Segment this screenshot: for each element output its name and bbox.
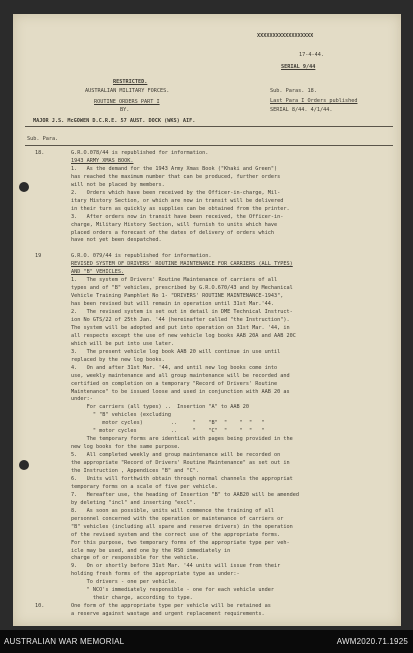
- sub-para-label: Sub. Para.: [27, 136, 59, 142]
- body-line: 4. On and after 31st Mar. '44, and until new log books come into: [71, 364, 278, 371]
- para-number: 19: [35, 253, 42, 260]
- body-line: of the revised system and the correct use of the appropriate forms.: [71, 531, 281, 538]
- para-number: 18.: [35, 150, 45, 156]
- body-line: charge, Military History Section, will furnish to units which have: [71, 221, 278, 228]
- by-label: BY.: [120, 107, 130, 113]
- body-line: motor cycles) .. " "B" " " " ": [71, 420, 265, 427]
- body-line: 1943 ARMY XMAS BOOK.: [71, 157, 134, 164]
- body-line: G.R.O. 079/44 is republished for information.: [71, 253, 212, 260]
- body-line: has reached the maximum number that can be produced, further orders: [71, 173, 281, 180]
- body-line: 1. The system of Drivers' Routine Maintenance of carriers of all: [71, 277, 278, 284]
- body-line: 2. Orders which have been received by the Officer-in-charge, Mil-: [71, 189, 281, 196]
- footer-accession: AWM2020.71.1925: [336, 637, 408, 646]
- body-line: has been revised but will remain in operation until 31st Mar.'44.: [71, 301, 275, 308]
- serial-number: SERIAL 9/44: [281, 64, 316, 70]
- body-line: "B" vehicles (including all spare and reserve drivers) in the operation: [71, 523, 293, 530]
- body-line: To drivers - one per vehicle.: [71, 579, 178, 586]
- classification-mark: XXXXXXXXXXXXXXXXXX: [257, 33, 314, 39]
- restricted-label: RESTRICTED.: [113, 79, 148, 85]
- body-line: 9. On or shortly before 31st Mar. '44 units will issue from their: [71, 563, 281, 570]
- body-line: under:-: [71, 396, 93, 403]
- body-line: a reserve against wastage and urgent replacement requirements.: [71, 611, 265, 618]
- routine-orders-title: ROUTINE ORDERS PART I: [94, 99, 160, 105]
- archive-footer: [0, 630, 413, 653]
- body-line: 3. After orders now in transit have been received, the Officer-in-: [71, 213, 284, 220]
- body-line: certified on completion on a temporary "Record of Drivers' Routine: [71, 380, 278, 387]
- body-line: new log books for the same purpose.: [71, 444, 181, 451]
- punch-hole: [19, 460, 29, 470]
- body-line: For carriers (all types) .. Insertion "A" to AAB 20: [71, 404, 250, 411]
- last-para-ref: Last Para I Orders published: [270, 98, 358, 104]
- body-line: types and of "B" vehicles, prescribed by G.R.O.670/43 and by Mechanical: [71, 285, 293, 292]
- body-line: Maintenance" to be issued loose and used in conjunction with AAB 20 as: [71, 388, 290, 395]
- body-line: their charge, according to type.: [71, 595, 193, 602]
- body-line: For this purpose, two temporary forms of the appropriate type per veh-: [71, 539, 290, 546]
- body-line: icle may be used, and one by the RSO immediately in: [71, 547, 231, 554]
- document-date: 17-4-44.: [299, 52, 324, 58]
- body-line: replaced by the new log books.: [71, 356, 165, 363]
- body-line: temporary forms on a scale of five per vehicle.: [71, 483, 218, 490]
- body-line: The system will be adopted and put into operation on 31st Mar. '44, in: [71, 324, 290, 331]
- body-line: G.R.O.078/44 is republished for information.: [71, 150, 209, 156]
- body-line: " motor cycles .. " "C" " " " ": [71, 428, 265, 435]
- body-line: placed orders a forecast of the dates of delivery of orders which: [71, 229, 275, 236]
- body-line: 3. The present vehicle log book AAB 20 will continue in use until: [71, 348, 281, 355]
- body-line: all respects except the use of new vehicle log books AAB 20A and AAB 20C: [71, 332, 296, 339]
- body-line: by deleting "incl" and inserting "excl".: [71, 499, 196, 506]
- body-line: 2. The revised system is set out in detail in DME Technical Instruct-: [71, 309, 293, 315]
- officer-line: MAJOR J.S. McGOWEN D.C.R.E. 57 AUST. DOCK (WKS) AIF.: [33, 118, 196, 124]
- serial-ref: SERIAL 8/44. 4/1/44.: [270, 107, 333, 113]
- body-line: 6. Units will forthwith obtain through normal channels the appropriat: [71, 475, 293, 482]
- body-line: 1. As the demand for the 1943 Army Xmas Book ("Khaki and Green"): [71, 165, 278, 172]
- sub-paras-ref: Sub. Paras. 18.: [270, 88, 317, 94]
- body-line: 5. All completed weekly and group maintenance will be recorded on: [71, 452, 281, 459]
- body-line: the Instruction , Appendices "B" and "C".: [71, 468, 200, 474]
- subpara-rule: [25, 145, 393, 146]
- body-line: charge of or responsible for the vehicle.: [71, 555, 200, 562]
- body-line: REVISED SYSTEM OF DRIVERS' ROUTINE MAINTENANCE FOR CARRIERS (ALL TYPES): [71, 261, 293, 268]
- body-line: in their turn as quickly as supplies can be obtained from the printer.: [71, 205, 290, 212]
- para-number: 10.: [35, 603, 45, 610]
- body-line: personnel concerned with the operation or maintenance of carriers or: [71, 515, 284, 522]
- body-line: Vehicle Training Pamphlet No 1- "DRIVERS' ROUTINE MAINTENANCE-1943",: [71, 293, 284, 300]
- body-line: " "B" vehicles (excluding: [71, 412, 171, 419]
- body-line: itary History Section, or which are now in transit will be delivered: [71, 197, 284, 204]
- body-line: ion No GTS/22 of 25th Jan. '44 (hereinafter called "the Instruction").: [71, 316, 290, 323]
- header-rule: [25, 126, 393, 127]
- body-line: 8. As soon as possible, units will commence the training of all: [71, 507, 275, 514]
- unit-name: AUSTRALIAN MILITARY FORCES.: [85, 88, 170, 94]
- punch-hole: [19, 182, 29, 192]
- body-line: The temporary forms are identical with pages being provided in the: [71, 436, 293, 443]
- body-line: AND "B" VEHICLES.: [71, 269, 125, 276]
- body-line: " NCO's immediately responsible - one for each vehicle under: [71, 587, 275, 594]
- footer-institution: AUSTRALIAN WAR MEMORIAL: [4, 637, 125, 646]
- body-line: have not yet been despatched.: [71, 237, 162, 244]
- body-line: will not be placed by members.: [71, 181, 165, 188]
- document-page: [13, 14, 401, 626]
- body-line: 7. Hereafter use, the heading of Insertion "B" to AAB20 will be amended: [71, 491, 299, 498]
- body-line: One form of the appropriate type per vehicle will be retained as: [71, 603, 271, 610]
- body-line: the appropriate "Record of Drivers' Routine Maintenance" as set out in: [71, 460, 290, 467]
- body-line: use, weekly maintenance and all group maintenance will be recorded and: [71, 372, 290, 379]
- body-line: holding fresh forms of the appropriate type as under:-: [71, 571, 240, 578]
- body-line: which will be put into use later.: [71, 340, 175, 347]
